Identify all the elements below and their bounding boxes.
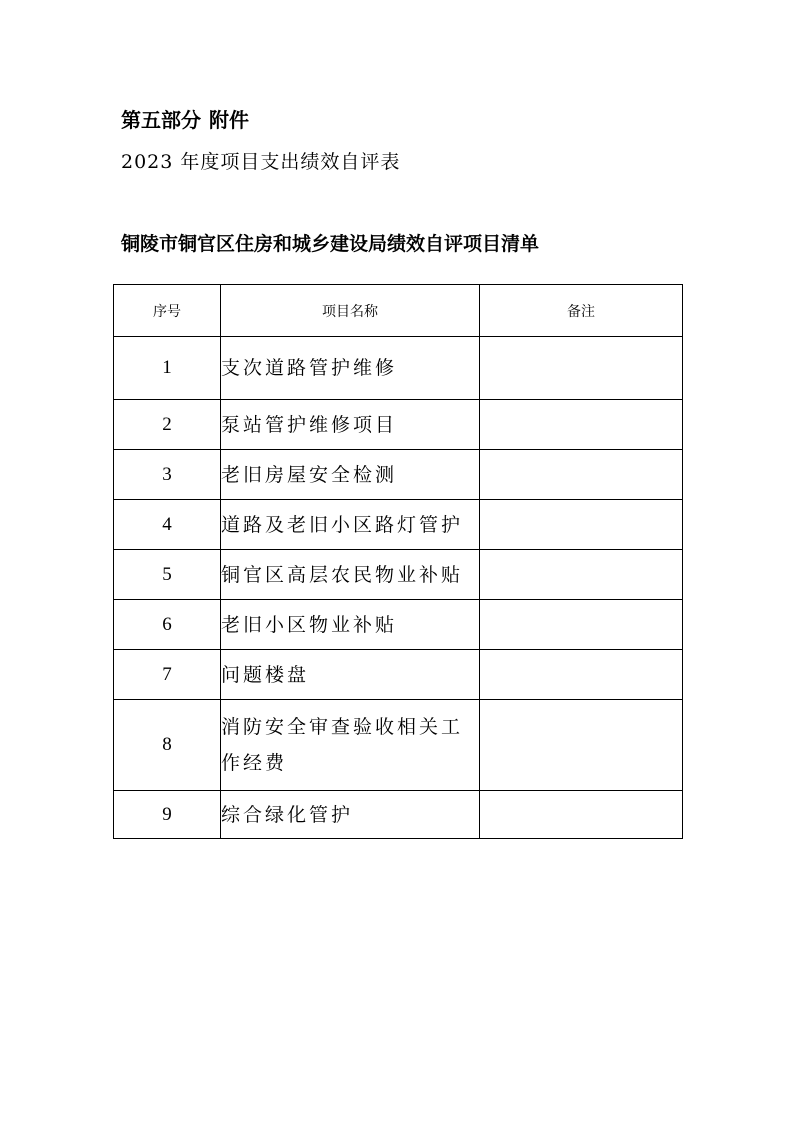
table-row xyxy=(114,450,683,500)
row-number: 1 xyxy=(114,337,221,400)
row-number: 5 xyxy=(114,550,221,600)
table-row xyxy=(114,600,683,650)
table-row xyxy=(114,700,683,791)
row-number: 4 xyxy=(114,500,221,550)
row-number: 9 xyxy=(114,791,221,839)
document-subtitle: 2023 年度项目支出绩效自评表 xyxy=(121,151,401,173)
row-remarks xyxy=(480,337,683,400)
row-project-name: 泵站管护维修项目 xyxy=(221,400,480,450)
table-row xyxy=(114,400,683,450)
attachment-label: 附件 xyxy=(209,108,249,132)
row-project-name: 问题楼盘 xyxy=(221,650,480,700)
row-remarks xyxy=(480,400,683,450)
section-heading xyxy=(121,104,249,133)
row-project-name: 消防安全审查验收相关工作经费 xyxy=(221,700,480,791)
row-project-name: 综合绿化管护 xyxy=(221,791,480,839)
row-remarks xyxy=(480,550,683,600)
row-number: 6 xyxy=(114,600,221,650)
header-serial-number: 序号 xyxy=(114,285,221,337)
table-row xyxy=(114,550,683,600)
row-project-name: 道路及老旧小区路灯管护 xyxy=(221,500,480,550)
header-project-name: 项目名称 xyxy=(221,285,480,337)
row-project-name: 老旧房屋安全检测 xyxy=(221,450,480,500)
table-title: 铜陵市铜官区住房和城乡建设局绩效自评项目清单 xyxy=(121,233,540,255)
row-remarks xyxy=(480,600,683,650)
row-project-name: 老旧小区物业补贴 xyxy=(221,600,480,650)
section-part-label: 第五部分 xyxy=(121,108,201,132)
row-remarks xyxy=(480,450,683,500)
row-remarks xyxy=(480,500,683,550)
row-project-name: 铜官区高层农民物业补贴 xyxy=(221,550,480,600)
row-remarks xyxy=(480,650,683,700)
row-remarks xyxy=(480,791,683,839)
header-remarks: 备注 xyxy=(480,285,683,337)
row-project-name: 支次道路管护维修 xyxy=(221,337,480,400)
row-number: 3 xyxy=(114,450,221,500)
row-number: 2 xyxy=(114,400,221,450)
row-remarks xyxy=(480,700,683,791)
table-row xyxy=(114,500,683,550)
table-header-row xyxy=(114,285,683,337)
row-number: 8 xyxy=(114,700,221,791)
project-list-table xyxy=(113,284,683,839)
table-row xyxy=(114,337,683,400)
table-row xyxy=(114,650,683,700)
row-number: 7 xyxy=(114,650,221,700)
table-row xyxy=(114,791,683,839)
